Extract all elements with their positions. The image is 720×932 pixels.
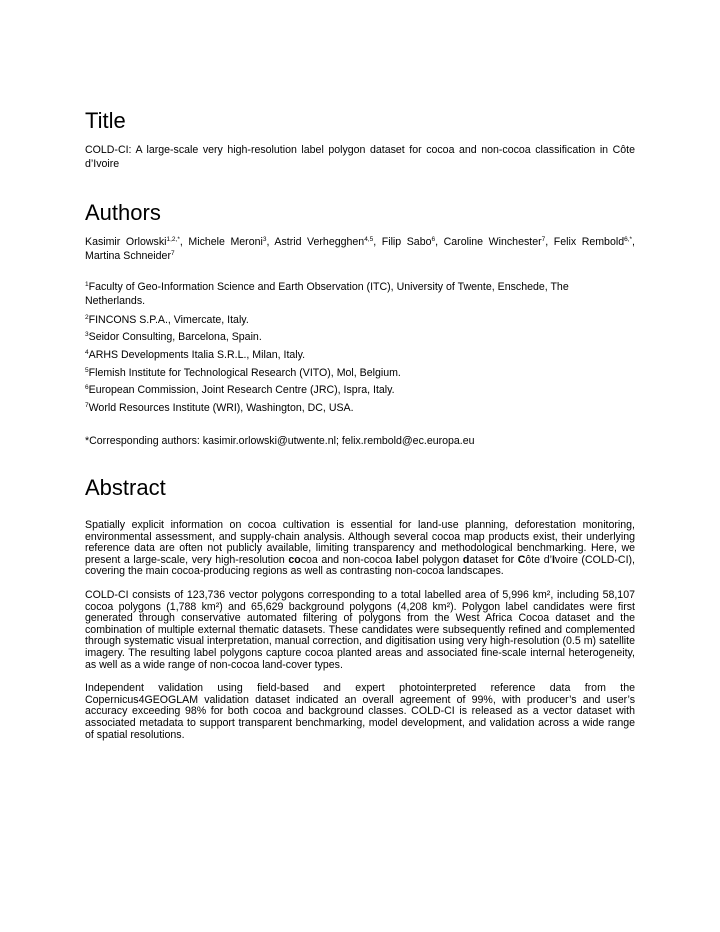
affiliation-number: 3 bbox=[85, 331, 89, 339]
author-affiliation-sup: 1,2,* bbox=[166, 236, 180, 243]
author-name: Caroline Winchester bbox=[443, 236, 542, 248]
author-list: Kasimir Orlowski$^{1,2,*}$, Michele Meroni$^3$, Astrid Verhegghen$^{4,5}$, Filip Sabo$^6$, Caroline Winchester$^7$, Felix Rembold$^{6,*}$, Martina Schneider$^7$ bbox=[85, 236, 635, 263]
section-heading-authors: Authors bbox=[85, 200, 161, 225]
abstract-text: voire (COLD-CI), covering the main cocoa-producing regions as well as contrasting non-cocoa landscapes. bbox=[85, 553, 635, 578]
acronym-letter: l bbox=[395, 553, 399, 566]
acronym-letter: C bbox=[517, 553, 526, 566]
affiliation-text: Flemish Institute for Technological Research (VITO), Mol, Belgium. bbox=[88, 366, 401, 379]
affiliation-text: FINCONS S.P.A., Vimercate, Italy. bbox=[88, 313, 249, 326]
affiliation-item bbox=[85, 365, 605, 383]
abstract-body bbox=[85, 520, 635, 741]
acronym-letter: I bbox=[551, 553, 555, 566]
section-heading-title: Title bbox=[85, 108, 126, 133]
author-name: Michele Meroni bbox=[188, 236, 263, 248]
affiliation-number: 6 bbox=[85, 384, 89, 392]
affiliation-text: ARHS Developments Italia S.R.L., Milan, Italy. bbox=[88, 348, 306, 361]
abstract-paragraph-1 bbox=[85, 520, 635, 578]
author-affiliation-sup: 3 bbox=[262, 236, 267, 243]
affiliation-text: European Commission, Joint Research Centre (JRC), Ispra, Italy. bbox=[88, 384, 395, 397]
affiliation-number: 7 bbox=[85, 401, 89, 409]
paper-title-text: COLD-CI: A large-scale very high-resolution label polygon dataset for cocoa and non-cocoa classification in Côte d’Ivoire bbox=[85, 144, 635, 171]
abstract-paragraph-2: COLD-CI consists of 123,736 vector polygons corresponding to a total labelled area of 5,996 km², including 58,107 cocoa polygons (1,788 km²) and 65,629 background polygons (4,208 km²). Polygon label candidates were first generated through conservative automated filtering of polygons from the West Africa Cocoa dataset and the combination of multiple external thematic datasets. These candidates were subsequently refined and complemented through systematic visual interpretation, manual correction, and digitisation using very high-resolution (0.5 m) satellite imagery. The resulting label polygons capture cocoa planted areas and associated fine-scale internal heterogeneity, as well as a wide range of non-cocoa land-cover types. bbox=[85, 588, 635, 671]
author-name: Martina Schneider bbox=[85, 250, 171, 263]
author-name: Felix Rembold bbox=[553, 236, 625, 248]
abstract-text: ôte d’ bbox=[525, 553, 552, 566]
abstract-text: abel polygon bbox=[398, 553, 463, 566]
author-name: Astrid Verhegghen bbox=[274, 236, 365, 248]
affiliation-text: World Resources Institute (WRI), Washington, DC, USA. bbox=[88, 401, 354, 414]
affiliation-item bbox=[85, 280, 605, 308]
affiliation-item bbox=[85, 329, 605, 347]
abstract-text: Spatially explicit information on cocoa cultivation is essential for land-use planning, deforestation monitoring, environmental assessment, and supply-chain analysis. Although several cocoa map products exist, their underlying reference data are often not publicly available, limiting transparency and methodological benchmarking. Here, we present a large-scale, very high-resolution bbox=[85, 519, 635, 566]
author-affiliation-sup: 6 bbox=[431, 236, 436, 243]
affiliation-item bbox=[85, 400, 605, 418]
acronym-letter: d bbox=[462, 553, 470, 566]
affiliation-list bbox=[85, 280, 605, 417]
author-affiliation-sup: 4,5 bbox=[364, 236, 374, 243]
affiliation-number: 2 bbox=[85, 313, 89, 321]
abstract-paragraph-3: Independent validation using field-based and expert photointerpreted reference data from the Copernicus4GEOGLAM validation dataset indicated an overall agreement of 99%, with producer’s and user’s accuracy exceeding 98% for both cocoa and background classes. COLD-CI is released as a vector dataset with associated metadata to support transparent benchmarking, model development, and validation across a wide range of spatial resolutions. bbox=[85, 682, 635, 741]
author-affiliation-sup: 7 bbox=[170, 250, 175, 258]
author-affiliation-sup: 6,* bbox=[624, 236, 633, 243]
affiliation-number: 5 bbox=[85, 366, 89, 374]
corresponding-authors: *Corresponding authors: kasimir.orlowski@utwente.nl; felix.rembold@ec.europa.eu bbox=[85, 435, 475, 447]
affiliation-number: 4 bbox=[85, 348, 89, 356]
author-name: Filip Sabo bbox=[381, 236, 432, 248]
acronym-letter: co bbox=[288, 553, 301, 566]
affiliation-item bbox=[85, 382, 605, 400]
affiliation-item bbox=[85, 347, 605, 365]
affiliation-item bbox=[85, 312, 605, 330]
abstract-text: coa and non-cocoa bbox=[300, 553, 396, 566]
affiliation-text: Seidor Consulting, Barcelona, Spain. bbox=[88, 331, 262, 344]
section-heading-abstract: Abstract bbox=[85, 475, 166, 500]
author-name: Kasimir Orlowski bbox=[85, 236, 167, 248]
author-affiliation-sup: 7 bbox=[541, 236, 546, 243]
abstract-text: ataset for bbox=[469, 553, 518, 566]
affiliation-number: 1 bbox=[85, 281, 89, 288]
affiliation-text: Faculty of Geo-Information Science and Earth Observation (ITC), University of Twente, Enschede, The Netherlands. bbox=[85, 281, 569, 308]
